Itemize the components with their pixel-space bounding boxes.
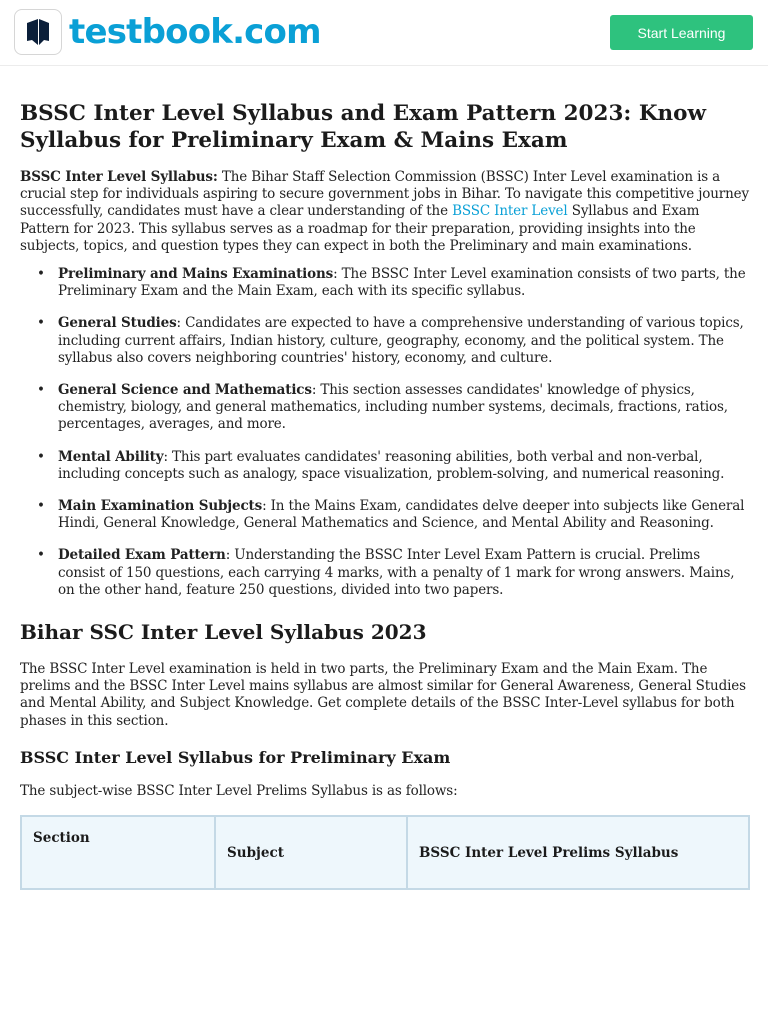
- point-text: : The BSSC Inter Level examination consists of two parts, the Preliminary Exam and the Main Exam, each with its specific syllabus.: [58, 266, 746, 300]
- bullet-icon: •: [37, 266, 45, 283]
- point-term: General Science and Mathematics: [58, 382, 312, 399]
- intro-text-1: The Bihar Staff Selection Commission (BSSC) Inter Level examination is a crucial step for individuals aspiring to secure government jobs in Bihar. To navigate this competitive journey successfully, candidates must have a clear understanding of the: [20, 169, 749, 220]
- bullet-icon: •: [37, 448, 45, 465]
- point-text: : Understanding the BSSC Inter Level Exam Pattern is crucial. Prelims consist of 150 questions, each carrying 4 marks, with a penalty of 1 mark for wrong answers. Mains, on the other hand, feature 250 questions, divided into two papers.: [58, 547, 735, 598]
- point-term: Preliminary and Mains Examinations: [58, 266, 334, 283]
- article: [20, 100, 750, 890]
- logo-text: testbook.com: [69, 12, 321, 52]
- bullet-icon: •: [37, 315, 45, 332]
- point-text: : This section assesses candidates' knowledge of physics, chemistry, biology, and general mathematics, including number systems, decimals, fractions, ratios, percentages, averages, and more.: [58, 382, 728, 433]
- bssc-inter-level-link[interactable]: BSSC Inter Level: [452, 203, 568, 220]
- table-header-row: [21, 816, 749, 889]
- list-item: [20, 266, 750, 300]
- testbook-logo-icon: [14, 9, 62, 55]
- key-points-list: [20, 266, 750, 599]
- point-term: General Studies: [58, 315, 177, 332]
- list-item: [20, 382, 750, 434]
- intro-paragraph: [20, 169, 750, 255]
- point-term: Main Examination Subjects: [58, 498, 263, 515]
- site-header: [0, 0, 768, 66]
- point-term: Mental Ability: [58, 448, 164, 465]
- list-item: [20, 547, 750, 599]
- site-logo[interactable]: [14, 9, 321, 55]
- section-heading-syllabus-2023: Bihar SSC Inter Level Syllabus 2023: [20, 620, 427, 645]
- section-paragraph-syllabus-2023: The BSSC Inter Level examination is held in two parts, the Preliminary Exam and the Main Exam. The prelims and the BSSC Inter Level mains syllabus are almost similar for General Awareness, General Studies and Mental Ability, and Subject Knowledge. Get complete details of the BSSC Inter-Level syllabus for both phases in this section.: [20, 661, 746, 729]
- list-item: [20, 449, 750, 483]
- bullet-icon: •: [37, 498, 45, 515]
- table-header-section: Section: [21, 816, 215, 889]
- point-term: Detailed Exam Pattern: [58, 547, 226, 564]
- prelims-syllabus-table: [20, 815, 750, 890]
- start-learning-button[interactable]: Start Learning: [610, 15, 753, 50]
- point-text: : In the Mains Exam, candidates delve deeper into subjects like General Hindi, General Knowledge, General Mathematics and Science, and Mental Ability and Reasoning.: [58, 498, 745, 532]
- article-title: BSSC Inter Level Syllabus and Exam Pattern 2023: Know Syllabus for Preliminary Exam & Mains Exam: [20, 101, 707, 153]
- point-text: : Candidates are expected to have a comprehensive understanding of various topics, including current affairs, Indian history, culture, geography, economy, and the political system. The syllabus also covers neighboring countries' history, economy, and culture.: [58, 315, 744, 366]
- table-header-prelims-syllabus: BSSC Inter Level Prelims Syllabus: [407, 816, 749, 889]
- bullet-icon: •: [37, 547, 45, 564]
- section-heading-prelims: BSSC Inter Level Syllabus for Preliminary Exam: [20, 747, 451, 767]
- list-item: [20, 498, 750, 532]
- list-item: [20, 315, 750, 367]
- bullet-icon: •: [37, 382, 45, 399]
- point-text: : This part evaluates candidates' reasoning abilities, both verbal and non-verbal, including concepts such as analogy, space visualization, problem-solving, and numerical reasoning.: [58, 448, 725, 482]
- table-header-subject: Subject: [215, 816, 407, 889]
- intro-lead: BSSC Inter Level Syllabus:: [20, 169, 218, 185]
- section-paragraph-prelims: The subject-wise BSSC Inter Level Prelims Syllabus is as follows:: [20, 782, 458, 799]
- intro-text-2: Syllabus and Exam Pattern for 2023. This syllabus serves as a roadmap for their preparation, providing insights into the subjects, topics, and question types they can expect in both the Preliminary and main examinations.: [20, 203, 700, 254]
